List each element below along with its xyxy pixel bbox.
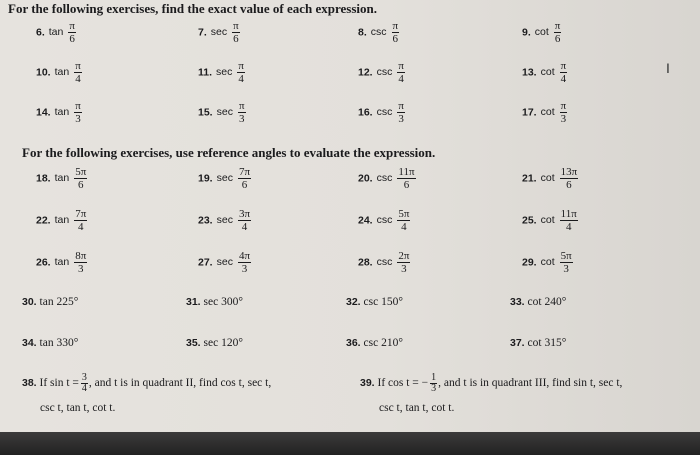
exercise-35: 35. sec 120° [186,337,243,349]
exercise-11: 11. sec $\frac{\pi}{4}$ [198,60,244,85]
exercise-10: 10. tan $\frac{\pi}{4}$ [36,60,81,85]
exercise-17: 17. cot $\frac{\pi}{3}$ [522,100,567,125]
exercise-24: 24. csc $\frac{5\pi}{4}$ [358,208,410,233]
exercise-28: 28. csc $\frac{2\pi}{3}$ [358,250,410,275]
exercise-12: 12. csc $\frac{\pi}{4}$ [358,60,404,85]
section2-heading: For the following exercises, use reference angles to evaluate the expression. [22,145,436,160]
text-cursor-icon: I [666,60,670,76]
exercise-7: 7. sec $\frac{\pi}{6}$ [198,20,239,45]
exercise-39-line2: csc t, tan t, cot t. [379,402,455,414]
exercise-6: 6. tan $\frac{\pi}{6}$ [36,20,75,45]
exercise-26: 26. tan $\frac{8\pi}{3}$ [36,250,87,275]
exercise-33: 33. cot 240° [510,296,567,308]
exercise-16: 16. csc $\frac{\pi}{3}$ [358,100,404,125]
exercise-19: 19. sec $\frac{7\pi}{6}$ [198,166,251,191]
exercise-38-line2: csc t, tan t, cot t. [40,402,116,414]
exercise-14: 14. tan $\frac{\pi}{3}$ [36,100,81,125]
exercise-38: 38. If sin t = $\frac{3}{4}$ , and t is in quadrant II, find cos t, sec t, [22,372,272,394]
exercise-20: 20. csc $\frac{11\pi}{6}$ [358,166,415,191]
exercise-34: 34. tan 330° [22,337,79,349]
exercise-23: 23. sec $\frac{3\pi}{4}$ [198,208,251,233]
exercise-13: 13. cot $\frac{\pi}{4}$ [522,60,567,85]
section1-heading: For the following exercises, find the exact value of each expression. [8,1,378,16]
exercise-29: 29. cot $\frac{5\pi}{3}$ [522,250,572,275]
exercise-39: 39. If cos t = − $\frac{1}{3}$ , and t is in quadrant III, find sin t, sec t, [360,372,623,394]
exercise-21: 21. cot $\frac{13\pi}{6}$ [522,166,578,191]
exercise-18: 18. tan $\frac{5\pi}{6}$ [36,166,87,191]
exercise-8: 8. csc $\frac{\pi}{6}$ [358,20,399,45]
exercise-37: 37. cot 315° [510,337,567,349]
exercise-25: 25. cot $\frac{11\pi}{4}$ [522,208,577,233]
exercise-27: 27. sec $\frac{4\pi}{3}$ [198,250,251,275]
exercise-22: 22. tan $\frac{7\pi}{4}$ [36,208,87,233]
exercise-9: 9. cot $\frac{\pi}{6}$ [522,20,561,45]
bottom-shadow [0,432,700,455]
exercise-15: 15. sec $\frac{\pi}{3}$ [198,100,245,125]
exercise-32: 32. csc 150° [346,296,403,308]
exercise-36: 36. csc 210° [346,337,403,349]
exercise-30: 30. tan 225° [22,296,79,308]
exercise-31: 31. sec 300° [186,296,243,308]
